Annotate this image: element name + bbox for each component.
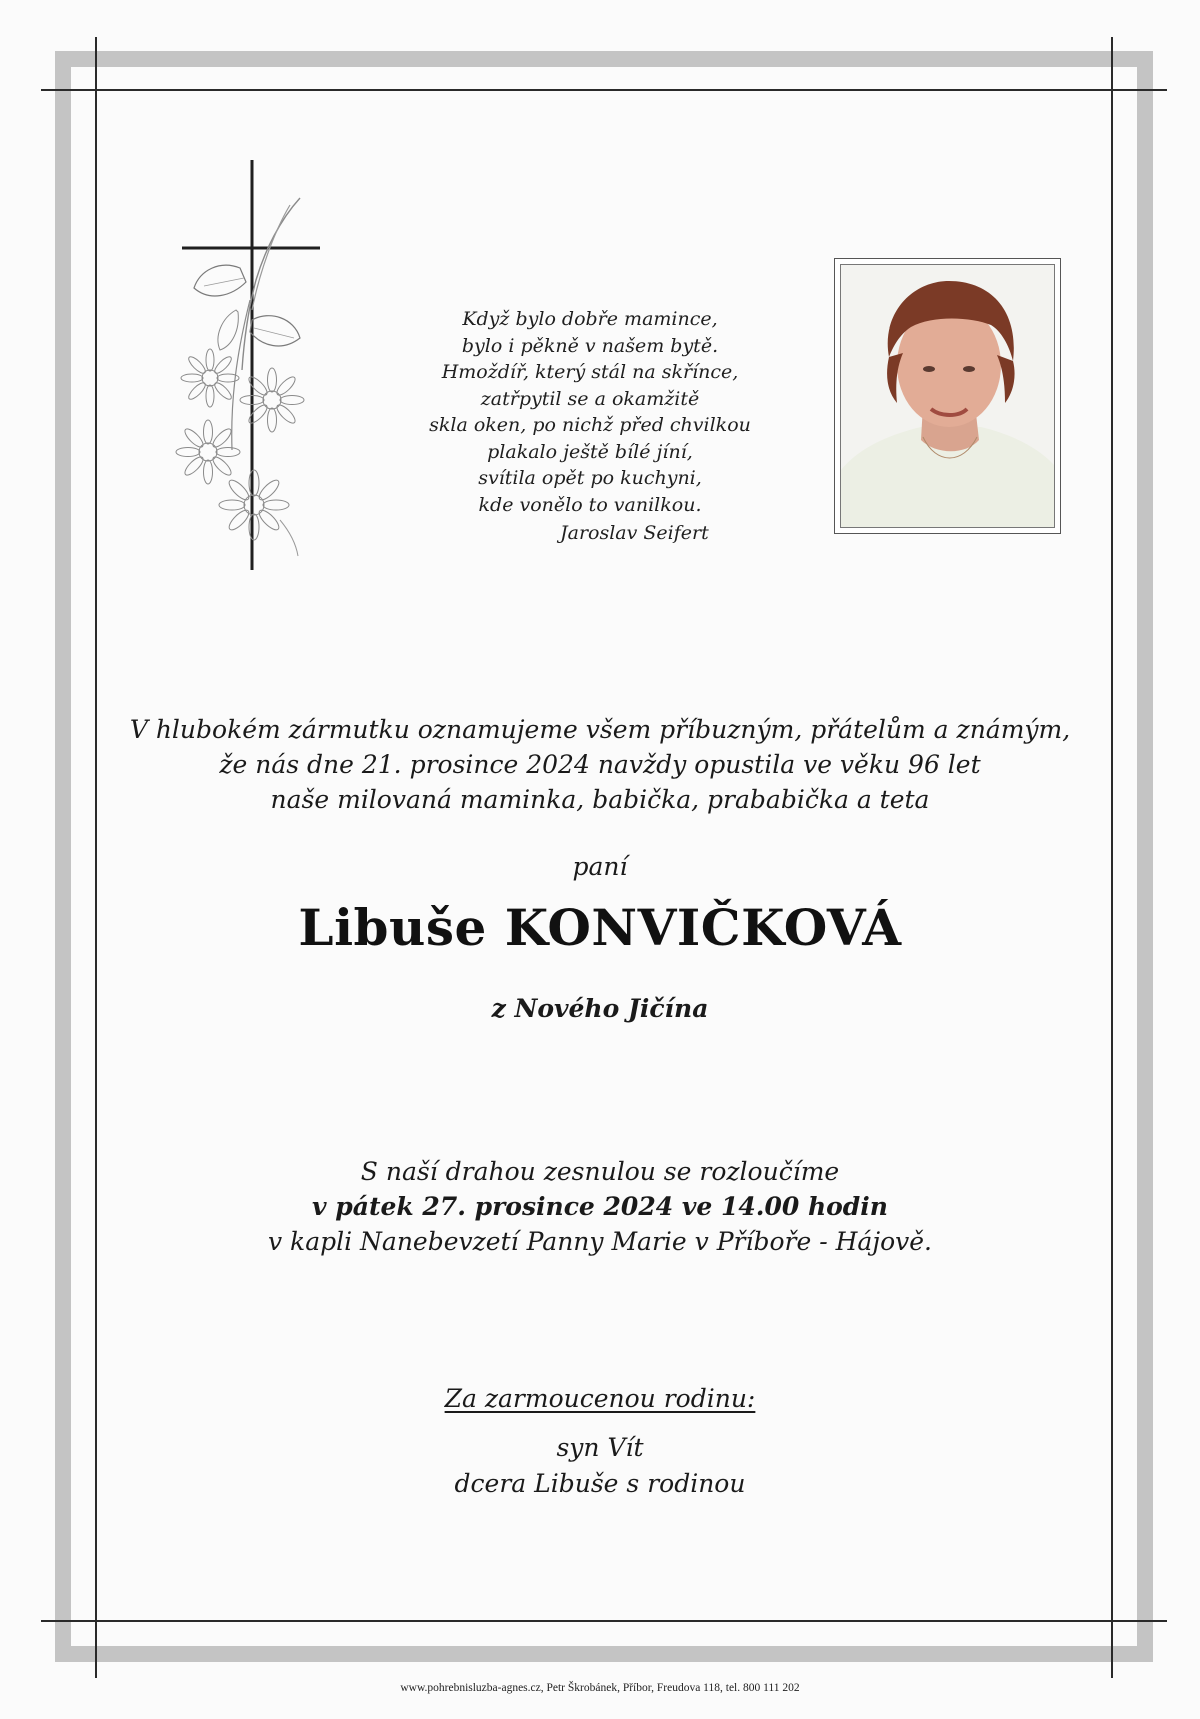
poem-line: skla oken, po nichž před chvilkou [429,414,751,436]
announcement-line: že nás dne 21. prosince 2024 navždy opustila ve věku 96 let [219,750,981,779]
poem-line: bylo i pěkně v našem bytě. [461,334,719,357]
family-members [100,1430,1100,1502]
frame-line-left [95,37,97,1678]
poem-line: Hmoždíř, který stál na skřínce, [441,361,739,383]
frame-line-right [1111,37,1113,1678]
poem-line: Když bylo dobře mamince, [462,308,718,330]
deceased-title: paní [572,852,628,881]
frame-band-top [55,51,1153,67]
funeral-line-1: S naší drahou zesnulou se rozloučíme [360,1157,840,1186]
family-member: dcera Libuše s rodinou [454,1469,746,1498]
footer-contact: www.pohrebnisluzba-agnes.cz, Petr Škrobánek, Příbor, Freudova 118, tel. 800 111 202 [400,1682,800,1694]
portrait-photo [840,264,1055,528]
cross-with-flowers-icon [170,160,330,570]
portrait-photo-frame [834,258,1061,534]
poem-author: Jaroslav Seifert [560,522,709,544]
funeral-location: v kapli Nanebevzetí Panny Marie v Příboře - Hájově. [267,1227,933,1256]
deceased-name: Libuše KONVIČKOVÁ [298,898,902,957]
family-heading [100,1384,1100,1413]
announcement-line: naše milovaná maminka, babička, prababička a teta [270,785,930,814]
frame-band-right [1137,51,1153,1662]
poem-line: plakalo ještě bílé jíní, [487,440,693,463]
poem-line: svítila opět po kuchyni, [478,467,702,489]
funeral-info [100,1154,1100,1259]
announcement-line: V hlubokém zármutku oznamujeme všem příbuzným, přátelům a známým, [129,715,1071,744]
poem-line: zatřpytil se a okamžitě [480,387,700,410]
poem-line: kde vonělo to vanilkou. [478,493,702,516]
poem [400,306,780,518]
frame-band-left [55,51,71,1662]
family-heading-text: Za zarmoucenou rodinu: [444,1384,756,1413]
deceased-origin: z Nového Jičína [491,994,709,1023]
frame-line-top [41,89,1167,91]
announcement [110,712,1090,817]
family-member: syn Vít [556,1433,644,1462]
frame-line-bottom [41,1620,1167,1622]
funeral-date-time: v pátek 27. prosince 2024 ve 14.00 hodin [312,1192,888,1221]
frame-band-bottom [55,1646,1153,1662]
